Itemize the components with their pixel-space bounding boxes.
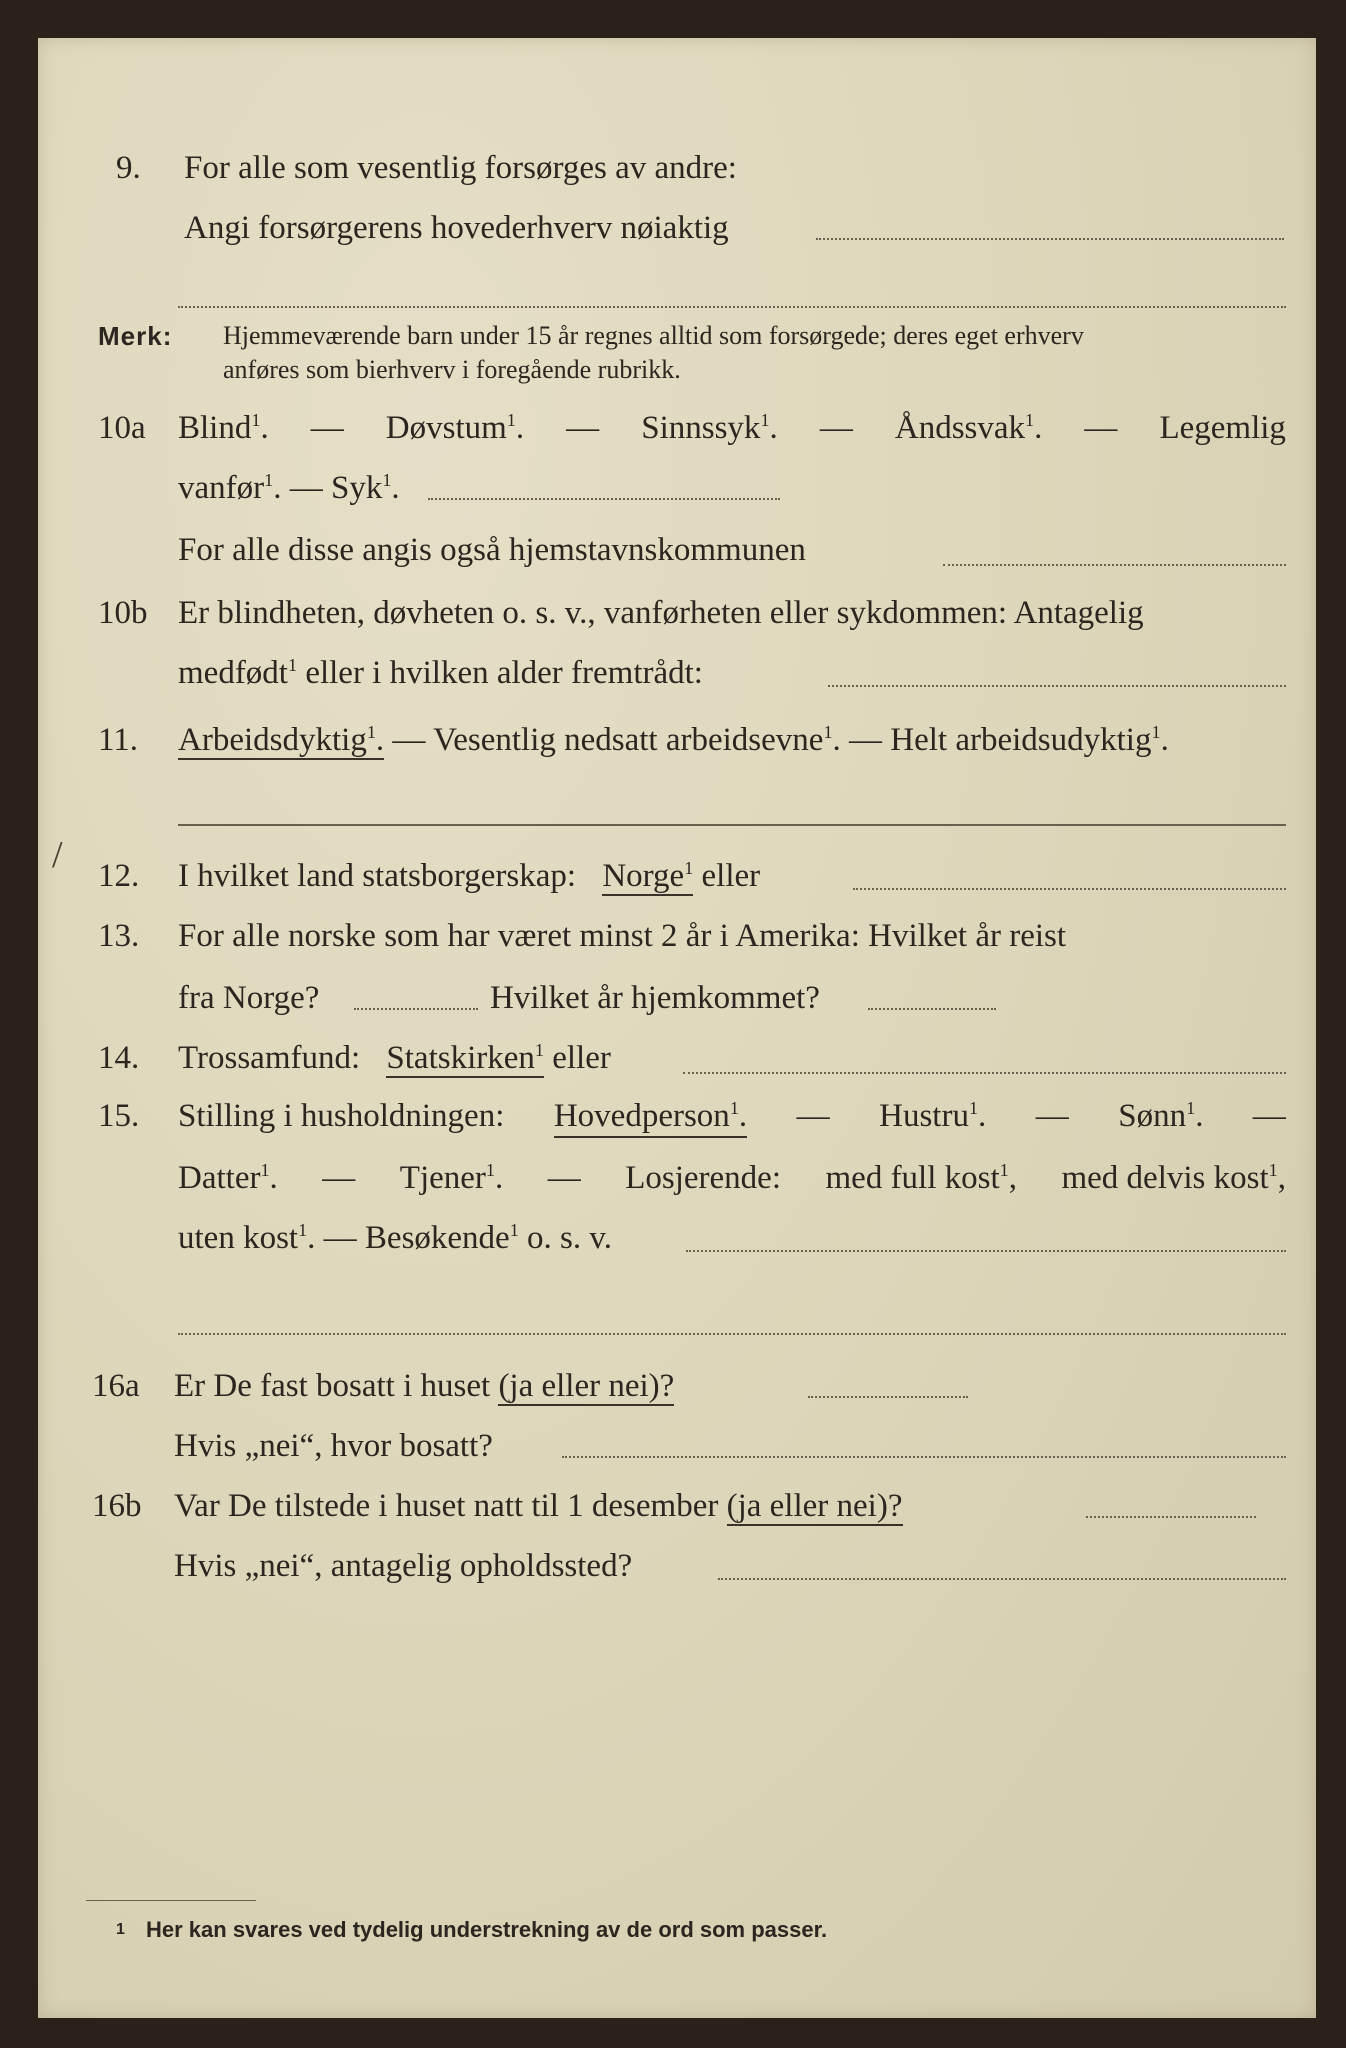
answer-line[interactable]	[686, 1250, 1286, 1252]
note-label: Merk:	[98, 321, 173, 351]
pencil-tick-mark: /	[52, 834, 63, 876]
answer-ja-eller-nei[interactable]: (ja eller nei)?	[726, 1488, 903, 1524]
question-text-tail: o. s. v.	[527, 1220, 612, 1256]
answer-line[interactable]	[178, 1333, 1286, 1335]
option-datter[interactable]: Datter$^1$.	[178, 1160, 278, 1196]
option-list	[178, 1218, 612, 1258]
census-form-page	[38, 38, 1316, 2018]
note-text: anføres som bierhverv i foregående rubrikk.	[223, 355, 681, 384]
option-blind[interactable]: Blind$^1$.	[178, 410, 269, 446]
option-arbeidsdyktig[interactable]: Arbeidsdyktig$^1$.	[178, 722, 385, 758]
option-list	[178, 408, 1286, 448]
question-text: For alle disse angis også hjemstavnskommunen	[178, 532, 806, 568]
footnote-divider	[86, 1900, 256, 1901]
question-number: 15.	[98, 1098, 140, 1134]
answer-line[interactable]	[808, 1396, 968, 1398]
dash: —	[289, 470, 323, 506]
option-vesentlig-nedsatt[interactable]: Vesentlig nedsatt arbeidsevne$^1$.	[433, 722, 841, 758]
option-besokende[interactable]: Besøkende$^1$	[364, 1220, 519, 1256]
option-uten-kost[interactable]: uten kost$^1$.	[178, 1220, 316, 1256]
question-text: Er De fast bosatt i huset (ja eller nei)?	[174, 1368, 675, 1404]
option-list	[178, 720, 1169, 760]
question-text: Trossamfund: Statskirken$^1$ eller	[178, 1040, 611, 1076]
question-number: 14.	[98, 1040, 140, 1076]
dash: —	[1252, 1098, 1286, 1134]
question-text: Losjerende:	[625, 1160, 781, 1196]
dash: —	[310, 410, 344, 446]
answer-line[interactable]	[562, 1456, 1286, 1458]
answer-line[interactable]	[683, 1072, 1286, 1074]
answer-line[interactable]	[354, 1008, 478, 1010]
option-hovedperson[interactable]: Hovedperson$^1$.	[554, 1096, 747, 1138]
question-text-tail: eller i hvilken alder fremtrådt:	[305, 655, 703, 691]
question-number: 9.	[116, 150, 141, 186]
question-text: Hvilket år hjemkommet?	[490, 980, 820, 1016]
answer-line[interactable]	[178, 824, 1286, 826]
dash: —	[1035, 1098, 1069, 1134]
question-number: 16b	[92, 1488, 142, 1524]
option-syk[interactable]: Syk$^1$.	[330, 470, 400, 506]
question-number: 12.	[98, 858, 140, 894]
answer-norge[interactable]: Norge$^1$	[602, 858, 694, 894]
option-list	[178, 1096, 1286, 1138]
answer-ja-eller-nei[interactable]: (ja eller nei)?	[498, 1368, 675, 1404]
option-full-kost[interactable]: med full kost$^1$,	[825, 1160, 1017, 1196]
answer-statskirken[interactable]: Statskirken$^1$	[386, 1040, 544, 1076]
option-list	[178, 468, 400, 508]
question-text: For alle som vesentlig forsørges av andre:	[184, 150, 737, 186]
option-tjener[interactable]: Tjener$^1$.	[399, 1160, 504, 1196]
option-vanfor[interactable]: vanfør$^1$.	[178, 470, 282, 506]
question-text	[178, 653, 703, 693]
question-text-tail: eller	[552, 1040, 611, 1076]
option-dovstum[interactable]: Døvstum$^1$.	[385, 410, 525, 446]
question-text: Var De tilstede i huset natt til 1 desember (ja eller nei)?	[174, 1488, 903, 1524]
answer-line[interactable]	[1086, 1516, 1256, 1518]
option-sinnssyk[interactable]: Sinnssyk$^1$.	[641, 410, 778, 446]
question-text: I hvilket land statsborgerskap: Norge$^1$ eller	[178, 858, 761, 894]
dash: —	[547, 1160, 581, 1196]
option-andssvak[interactable]: Åndssvak$^1$.	[894, 410, 1043, 446]
note-text: Hjemmeværende barn under 15 år regnes alltid som forsørgede; deres eget erhverv	[223, 321, 1084, 350]
question-text-tail: eller	[701, 858, 761, 894]
answer-line[interactable]	[853, 888, 1286, 890]
footnote-mark: 1	[116, 1921, 125, 1938]
question-text: fra Norge?	[178, 980, 320, 1016]
question-number: 13.	[98, 918, 140, 954]
dash: —	[1084, 410, 1118, 446]
dash: —	[849, 722, 883, 758]
option-medfodt[interactable]: medfødt$^1$	[178, 655, 298, 691]
option-legemlig[interactable]: Legemlig	[1159, 410, 1286, 446]
option-delvis-kost[interactable]: med delvis kost$^1$,	[1061, 1160, 1286, 1196]
option-helt-arbeidsudyktig[interactable]: Helt arbeidsudyktig$^1$.	[890, 722, 1169, 758]
option-list	[178, 1158, 1286, 1198]
question-number: 16a	[92, 1368, 140, 1404]
dash: —	[796, 1098, 830, 1134]
answer-line[interactable]	[816, 238, 1284, 240]
question-text: Stilling i husholdningen:	[178, 1098, 505, 1134]
question-text: For alle norske som har været minst 2 år i Amerika: Hvilket år reist	[178, 918, 1067, 954]
question-number: 10a	[98, 410, 146, 446]
dash: —	[566, 410, 600, 446]
dash: —	[392, 722, 426, 758]
option-sonn[interactable]: Sønn$^1$.	[1118, 1098, 1204, 1134]
question-text: Angi forsørgerens hovederhverv nøiaktig	[184, 210, 729, 246]
question-number: 10b	[98, 595, 148, 631]
answer-line[interactable]	[868, 1008, 996, 1010]
option-hustru[interactable]: Hustru$^1$.	[879, 1098, 987, 1134]
question-text: Hvis „nei“, antagelig opholdssted?	[174, 1548, 633, 1584]
answer-line[interactable]	[428, 498, 780, 500]
dash: —	[819, 410, 853, 446]
question-text: Hvis „nei“, hvor bosatt?	[174, 1428, 493, 1464]
dash: —	[322, 1160, 356, 1196]
footnote-text: Her kan svares ved tydelig understrekning av de ord som passer.	[146, 1917, 828, 1942]
question-number: 11.	[98, 722, 139, 758]
answer-line[interactable]	[178, 306, 1286, 308]
answer-line[interactable]	[718, 1578, 1286, 1580]
question-text: Er blindheten, døvheten o. s. v., vanførheten eller sykdommen: Antagelig	[178, 595, 1144, 631]
answer-line[interactable]	[943, 564, 1286, 566]
dash: —	[323, 1220, 357, 1256]
answer-line[interactable]	[828, 685, 1286, 687]
